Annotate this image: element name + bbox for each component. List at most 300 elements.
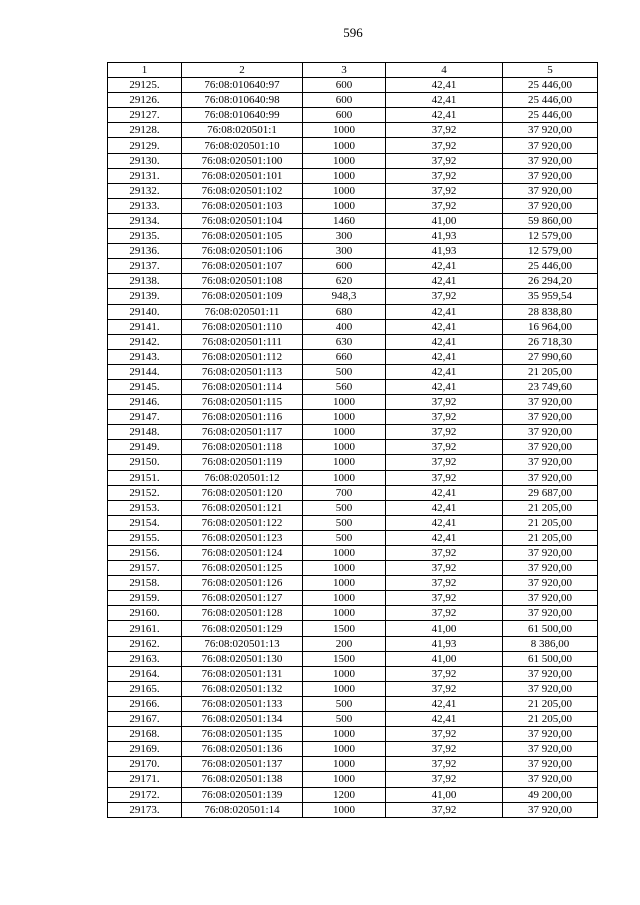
table-cell: 29149. bbox=[108, 440, 182, 455]
table-cell: 37,92 bbox=[386, 440, 503, 455]
table-cell: 37 920,00 bbox=[503, 395, 598, 410]
table-cell: 29140. bbox=[108, 304, 182, 319]
table-cell: 1000 bbox=[303, 123, 386, 138]
table-cell: 76:08:020501:122 bbox=[182, 515, 303, 530]
table-cell: 42,41 bbox=[386, 304, 503, 319]
table-cell: 29144. bbox=[108, 364, 182, 379]
table-row bbox=[108, 666, 598, 681]
table-cell: 29165. bbox=[108, 681, 182, 696]
table-cell: 1000 bbox=[303, 455, 386, 470]
table-cell: 76:08:020501:113 bbox=[182, 364, 303, 379]
table-cell: 680 bbox=[303, 304, 386, 319]
table-cell: 76:08:020501:111 bbox=[182, 334, 303, 349]
table-cell: 26 294,20 bbox=[503, 274, 598, 289]
table-cell: 42,41 bbox=[386, 319, 503, 334]
table-cell: 300 bbox=[303, 229, 386, 244]
table-cell: 37,92 bbox=[386, 546, 503, 561]
table-cell: 76:08:020501:134 bbox=[182, 712, 303, 727]
table-cell: 37,92 bbox=[386, 138, 503, 153]
table-cell: 21 205,00 bbox=[503, 530, 598, 545]
table-cell: 76:08:020501:1 bbox=[182, 123, 303, 138]
table-cell: 37 920,00 bbox=[503, 168, 598, 183]
table-cell: 21 205,00 bbox=[503, 500, 598, 515]
table-cell: 76:08:020501:104 bbox=[182, 213, 303, 228]
data-table bbox=[107, 62, 598, 818]
table-cell: 76:08:020501:123 bbox=[182, 530, 303, 545]
table-cell: 76:08:020501:12 bbox=[182, 470, 303, 485]
table-cell: 16 964,00 bbox=[503, 319, 598, 334]
table-cell: 37 920,00 bbox=[503, 198, 598, 213]
table-cell: 41,00 bbox=[386, 787, 503, 802]
table-cell: 29131. bbox=[108, 168, 182, 183]
table-cell: 76:08:020501:102 bbox=[182, 183, 303, 198]
table-cell: 42,41 bbox=[386, 349, 503, 364]
table-row bbox=[108, 153, 598, 168]
table-cell: 37 920,00 bbox=[503, 742, 598, 757]
table-cell: 76:08:020501:110 bbox=[182, 319, 303, 334]
table-cell: 29137. bbox=[108, 259, 182, 274]
table-cell: 1000 bbox=[303, 395, 386, 410]
table-cell: 37,92 bbox=[386, 576, 503, 591]
table-cell: 29162. bbox=[108, 636, 182, 651]
table-cell: 29145. bbox=[108, 379, 182, 394]
table-cell: 37,92 bbox=[386, 455, 503, 470]
table-row bbox=[108, 123, 598, 138]
table-cell: 29126. bbox=[108, 93, 182, 108]
table-row bbox=[108, 515, 598, 530]
table-cell: 500 bbox=[303, 712, 386, 727]
table-cell: 27 990,60 bbox=[503, 349, 598, 364]
table-cell: 37,92 bbox=[386, 757, 503, 772]
table-row bbox=[108, 440, 598, 455]
table-cell: 12 579,00 bbox=[503, 244, 598, 259]
table-cell: 29135. bbox=[108, 229, 182, 244]
table-cell: 61 500,00 bbox=[503, 621, 598, 636]
table-cell: 29130. bbox=[108, 153, 182, 168]
table-row bbox=[108, 772, 598, 787]
table-cell: 21 205,00 bbox=[503, 364, 598, 379]
table-row bbox=[108, 213, 598, 228]
table-cell: 29172. bbox=[108, 787, 182, 802]
table-cell: 1200 bbox=[303, 787, 386, 802]
table-cell: 42,41 bbox=[386, 78, 503, 93]
table-cell: 1000 bbox=[303, 666, 386, 681]
table-cell: 1000 bbox=[303, 183, 386, 198]
table-cell: 21 205,00 bbox=[503, 712, 598, 727]
table-cell: 37,92 bbox=[386, 772, 503, 787]
table-cell: 76:08:020501:11 bbox=[182, 304, 303, 319]
table-cell: 25 446,00 bbox=[503, 78, 598, 93]
table-cell: 600 bbox=[303, 108, 386, 123]
table-cell: 25 446,00 bbox=[503, 259, 598, 274]
column-header-4: 4 bbox=[386, 63, 503, 78]
table-row bbox=[108, 500, 598, 515]
table-cell: 29164. bbox=[108, 666, 182, 681]
table-row bbox=[108, 621, 598, 636]
table-cell: 37 920,00 bbox=[503, 546, 598, 561]
table-row bbox=[108, 425, 598, 440]
table-cell: 76:08:020501:130 bbox=[182, 651, 303, 666]
table-cell: 560 bbox=[303, 379, 386, 394]
table-cell: 37,92 bbox=[386, 561, 503, 576]
table-cell: 41,93 bbox=[386, 244, 503, 259]
table-cell: 76:08:010640:99 bbox=[182, 108, 303, 123]
table-cell: 76:08:020501:105 bbox=[182, 229, 303, 244]
table-cell: 37 920,00 bbox=[503, 727, 598, 742]
table-cell: 1000 bbox=[303, 591, 386, 606]
table-cell: 29146. bbox=[108, 395, 182, 410]
table-cell: 630 bbox=[303, 334, 386, 349]
table-cell: 29141. bbox=[108, 319, 182, 334]
table-cell: 76:08:020501:114 bbox=[182, 379, 303, 394]
table-cell: 29 687,00 bbox=[503, 485, 598, 500]
table-cell: 76:08:020501:124 bbox=[182, 546, 303, 561]
table-cell: 76:08:020501:117 bbox=[182, 425, 303, 440]
table-cell: 200 bbox=[303, 636, 386, 651]
table-cell: 28 838,80 bbox=[503, 304, 598, 319]
table-cell: 37,92 bbox=[386, 425, 503, 440]
table-cell: 29155. bbox=[108, 530, 182, 545]
table-cell: 37 920,00 bbox=[503, 666, 598, 681]
table-row bbox=[108, 681, 598, 696]
table-cell: 76:08:020501:135 bbox=[182, 727, 303, 742]
table-row bbox=[108, 334, 598, 349]
column-header-1: 1 bbox=[108, 63, 182, 78]
table-row bbox=[108, 727, 598, 742]
table-cell: 8 386,00 bbox=[503, 636, 598, 651]
table-cell: 37 920,00 bbox=[503, 681, 598, 696]
table-row bbox=[108, 410, 598, 425]
table-cell: 29168. bbox=[108, 727, 182, 742]
table-cell: 41,93 bbox=[386, 636, 503, 651]
table-cell: 42,41 bbox=[386, 515, 503, 530]
table-row bbox=[108, 802, 598, 817]
table-cell: 1000 bbox=[303, 606, 386, 621]
table-row bbox=[108, 289, 598, 304]
table-cell: 29139. bbox=[108, 289, 182, 304]
table-cell: 37,92 bbox=[386, 410, 503, 425]
table-cell: 76:08:020501:126 bbox=[182, 576, 303, 591]
table-cell: 76:08:020501:137 bbox=[182, 757, 303, 772]
table-cell: 76:08:020501:103 bbox=[182, 198, 303, 213]
table-cell: 500 bbox=[303, 696, 386, 711]
table-cell: 29163. bbox=[108, 651, 182, 666]
table-cell: 76:08:020501:13 bbox=[182, 636, 303, 651]
table-cell: 29156. bbox=[108, 546, 182, 561]
table-cell: 1000 bbox=[303, 425, 386, 440]
table-cell: 1000 bbox=[303, 440, 386, 455]
table-row bbox=[108, 576, 598, 591]
table-cell: 25 446,00 bbox=[503, 93, 598, 108]
table-cell: 76:08:020501:136 bbox=[182, 742, 303, 757]
table-cell: 1460 bbox=[303, 213, 386, 228]
table-cell: 76:08:020501:10 bbox=[182, 138, 303, 153]
table-cell: 76:08:020501:120 bbox=[182, 485, 303, 500]
table-cell: 29143. bbox=[108, 349, 182, 364]
table-row bbox=[108, 485, 598, 500]
table-cell: 41,00 bbox=[386, 621, 503, 636]
table-cell: 76:08:020501:128 bbox=[182, 606, 303, 621]
table-row bbox=[108, 244, 598, 259]
table-row bbox=[108, 561, 598, 576]
table-cell: 1000 bbox=[303, 153, 386, 168]
table-row bbox=[108, 742, 598, 757]
table-cell: 76:08:020501:138 bbox=[182, 772, 303, 787]
table-cell: 37 920,00 bbox=[503, 772, 598, 787]
table-row bbox=[108, 229, 598, 244]
table-cell: 37 920,00 bbox=[503, 138, 598, 153]
table-cell: 42,41 bbox=[386, 93, 503, 108]
table-cell: 37 920,00 bbox=[503, 606, 598, 621]
table-cell: 620 bbox=[303, 274, 386, 289]
table-row bbox=[108, 259, 598, 274]
table-cell: 29169. bbox=[108, 742, 182, 757]
table-row bbox=[108, 696, 598, 711]
table-cell: 37 920,00 bbox=[503, 425, 598, 440]
table-cell: 37 920,00 bbox=[503, 470, 598, 485]
table-cell: 37,92 bbox=[386, 168, 503, 183]
table-cell: 76:08:010640:98 bbox=[182, 93, 303, 108]
table-cell: 76:08:020501:133 bbox=[182, 696, 303, 711]
table-cell: 37 920,00 bbox=[503, 410, 598, 425]
table-row bbox=[108, 168, 598, 183]
table-cell: 42,41 bbox=[386, 334, 503, 349]
table-cell: 29152. bbox=[108, 485, 182, 500]
table-cell: 76:08:020501:108 bbox=[182, 274, 303, 289]
table-cell: 37,92 bbox=[386, 606, 503, 621]
table-cell: 37,92 bbox=[386, 123, 503, 138]
table-cell: 29160. bbox=[108, 606, 182, 621]
table-row bbox=[108, 78, 598, 93]
table-cell: 76:08:020501:100 bbox=[182, 153, 303, 168]
table-cell: 37,92 bbox=[386, 666, 503, 681]
table-row bbox=[108, 470, 598, 485]
table-cell: 29158. bbox=[108, 576, 182, 591]
table-cell: 37 920,00 bbox=[503, 576, 598, 591]
table-cell: 76:08:020501:129 bbox=[182, 621, 303, 636]
table-cell: 42,41 bbox=[386, 274, 503, 289]
table-cell: 37 920,00 bbox=[503, 183, 598, 198]
table-cell: 700 bbox=[303, 485, 386, 500]
table-row bbox=[108, 198, 598, 213]
table-cell: 37 920,00 bbox=[503, 455, 598, 470]
page-number: 596 bbox=[343, 25, 363, 40]
table-cell: 42,41 bbox=[386, 259, 503, 274]
table-cell: 500 bbox=[303, 515, 386, 530]
table-cell: 600 bbox=[303, 259, 386, 274]
table-cell: 76:08:020501:121 bbox=[182, 500, 303, 515]
table-cell: 29133. bbox=[108, 198, 182, 213]
table-cell: 29129. bbox=[108, 138, 182, 153]
column-header-2: 2 bbox=[182, 63, 303, 78]
table-cell: 42,41 bbox=[386, 712, 503, 727]
table-cell: 76:08:020501:101 bbox=[182, 168, 303, 183]
table-cell: 76:08:020501:115 bbox=[182, 395, 303, 410]
table-cell: 76:08:020501:119 bbox=[182, 455, 303, 470]
table-row bbox=[108, 546, 598, 561]
table-cell: 76:08:020501:139 bbox=[182, 787, 303, 802]
table-cell: 1000 bbox=[303, 576, 386, 591]
table-cell: 76:08:020501:127 bbox=[182, 591, 303, 606]
table-cell: 29159. bbox=[108, 591, 182, 606]
table-cell: 76:08:020501:132 bbox=[182, 681, 303, 696]
table-cell: 600 bbox=[303, 93, 386, 108]
table-row bbox=[108, 138, 598, 153]
table-cell: 29170. bbox=[108, 757, 182, 772]
table-cell: 1000 bbox=[303, 772, 386, 787]
table-cell: 42,41 bbox=[386, 379, 503, 394]
table-cell: 500 bbox=[303, 500, 386, 515]
table-row bbox=[108, 651, 598, 666]
table-cell: 948,3 bbox=[303, 289, 386, 304]
header-row bbox=[108, 63, 598, 78]
table-cell: 49 200,00 bbox=[503, 787, 598, 802]
table-cell: 37,92 bbox=[386, 681, 503, 696]
table-cell: 41,93 bbox=[386, 229, 503, 244]
table-cell: 1000 bbox=[303, 410, 386, 425]
column-header-5: 5 bbox=[503, 63, 598, 78]
table-row bbox=[108, 183, 598, 198]
table-row bbox=[108, 319, 598, 334]
table-cell: 41,00 bbox=[386, 651, 503, 666]
table-cell: 29134. bbox=[108, 213, 182, 228]
table-cell: 26 718,30 bbox=[503, 334, 598, 349]
table-row bbox=[108, 712, 598, 727]
table-cell: 660 bbox=[303, 349, 386, 364]
table-row bbox=[108, 455, 598, 470]
table-cell: 1500 bbox=[303, 621, 386, 636]
table-body bbox=[108, 78, 598, 818]
table-cell: 37,92 bbox=[386, 153, 503, 168]
table-cell: 12 579,00 bbox=[503, 229, 598, 244]
table-cell: 300 bbox=[303, 244, 386, 259]
table-cell: 37,92 bbox=[386, 591, 503, 606]
table-cell: 29150. bbox=[108, 455, 182, 470]
table-cell: 41,00 bbox=[386, 213, 503, 228]
table-cell: 21 205,00 bbox=[503, 696, 598, 711]
table-row bbox=[108, 379, 598, 394]
table-cell: 1000 bbox=[303, 727, 386, 742]
table-cell: 42,41 bbox=[386, 696, 503, 711]
table-cell: 42,41 bbox=[386, 530, 503, 545]
table-cell: 29161. bbox=[108, 621, 182, 636]
table-cell: 76:08:020501:106 bbox=[182, 244, 303, 259]
table-cell: 61 500,00 bbox=[503, 651, 598, 666]
table-cell: 29125. bbox=[108, 78, 182, 93]
table-cell: 1000 bbox=[303, 742, 386, 757]
table-cell: 76:08:020501:112 bbox=[182, 349, 303, 364]
table-cell: 21 205,00 bbox=[503, 515, 598, 530]
table-cell: 37,92 bbox=[386, 727, 503, 742]
table-cell: 500 bbox=[303, 364, 386, 379]
table-row bbox=[108, 274, 598, 289]
table-cell: 29166. bbox=[108, 696, 182, 711]
table-cell: 37,92 bbox=[386, 742, 503, 757]
table-cell: 37,92 bbox=[386, 802, 503, 817]
table-cell: 29148. bbox=[108, 425, 182, 440]
table-cell: 76:08:020501:14 bbox=[182, 802, 303, 817]
table-cell: 76:08:020501:118 bbox=[182, 440, 303, 455]
table-cell: 29147. bbox=[108, 410, 182, 425]
table-cell: 29167. bbox=[108, 712, 182, 727]
table-cell: 29153. bbox=[108, 500, 182, 515]
table-cell: 29138. bbox=[108, 274, 182, 289]
table-cell: 1000 bbox=[303, 802, 386, 817]
table-cell: 42,41 bbox=[386, 108, 503, 123]
table-cell: 29136. bbox=[108, 244, 182, 259]
table-cell: 600 bbox=[303, 78, 386, 93]
table-cell: 37,92 bbox=[386, 198, 503, 213]
table-cell: 1500 bbox=[303, 651, 386, 666]
table-cell: 76:08:020501:131 bbox=[182, 666, 303, 681]
table-cell: 1000 bbox=[303, 757, 386, 772]
table-cell: 35 959,54 bbox=[503, 289, 598, 304]
table-cell: 1000 bbox=[303, 546, 386, 561]
table-row bbox=[108, 304, 598, 319]
table-row bbox=[108, 349, 598, 364]
table-row bbox=[108, 530, 598, 545]
table-row bbox=[108, 93, 598, 108]
table-cell: 29142. bbox=[108, 334, 182, 349]
column-header-3: 3 bbox=[303, 63, 386, 78]
table-cell: 37,92 bbox=[386, 183, 503, 198]
table-row bbox=[108, 606, 598, 621]
table-cell: 29151. bbox=[108, 470, 182, 485]
table-cell: 76:08:020501:125 bbox=[182, 561, 303, 576]
table-cell: 37 920,00 bbox=[503, 561, 598, 576]
table-cell: 37 920,00 bbox=[503, 802, 598, 817]
table-cell: 29171. bbox=[108, 772, 182, 787]
table-cell: 37 920,00 bbox=[503, 757, 598, 772]
table-cell: 37 920,00 bbox=[503, 440, 598, 455]
table-cell: 23 749,60 bbox=[503, 379, 598, 394]
table-cell: 37,92 bbox=[386, 395, 503, 410]
table-cell: 29127. bbox=[108, 108, 182, 123]
table-cell: 76:08:020501:109 bbox=[182, 289, 303, 304]
table-cell: 59 860,00 bbox=[503, 213, 598, 228]
table-cell: 1000 bbox=[303, 138, 386, 153]
table-row bbox=[108, 636, 598, 651]
table-cell: 1000 bbox=[303, 681, 386, 696]
table-cell: 1000 bbox=[303, 198, 386, 213]
table-cell: 29128. bbox=[108, 123, 182, 138]
table-cell: 1000 bbox=[303, 561, 386, 576]
table-cell: 29154. bbox=[108, 515, 182, 530]
table-cell: 37 920,00 bbox=[503, 591, 598, 606]
table-cell: 29157. bbox=[108, 561, 182, 576]
table-row bbox=[108, 395, 598, 410]
table-cell: 500 bbox=[303, 530, 386, 545]
table-cell: 25 446,00 bbox=[503, 108, 598, 123]
table-cell: 1000 bbox=[303, 470, 386, 485]
table-cell: 37 920,00 bbox=[503, 153, 598, 168]
table-row bbox=[108, 757, 598, 772]
table-cell: 42,41 bbox=[386, 485, 503, 500]
table-cell: 37,92 bbox=[386, 289, 503, 304]
table-cell: 29132. bbox=[108, 183, 182, 198]
table-cell: 37,92 bbox=[386, 470, 503, 485]
table-row bbox=[108, 787, 598, 802]
table-row bbox=[108, 591, 598, 606]
table-cell: 37 920,00 bbox=[503, 123, 598, 138]
table-cell: 400 bbox=[303, 319, 386, 334]
table-cell: 76:08:020501:116 bbox=[182, 410, 303, 425]
table-cell: 76:08:020501:107 bbox=[182, 259, 303, 274]
table-cell: 42,41 bbox=[386, 500, 503, 515]
table-cell: 29173. bbox=[108, 802, 182, 817]
table-row bbox=[108, 108, 598, 123]
table-cell: 42,41 bbox=[386, 364, 503, 379]
